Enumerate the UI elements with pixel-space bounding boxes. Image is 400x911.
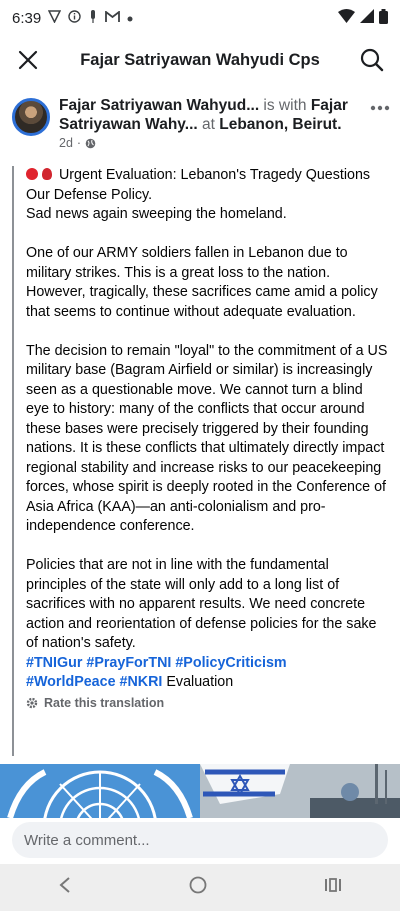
rate-translation[interactable] bbox=[26, 696, 388, 710]
avatar[interactable] bbox=[12, 98, 50, 136]
page-header bbox=[0, 36, 400, 84]
cellular-signal-icon bbox=[360, 9, 374, 27]
author-name-link[interactable]: Fajar Satriyawan Wahyud... bbox=[59, 97, 260, 114]
post-headline: Urgent Evaluation: Lebanon's Tragedy Questions Our Defense Policy. bbox=[26, 167, 371, 203]
meta-separator: · bbox=[76, 136, 82, 150]
more-options-icon bbox=[370, 105, 390, 111]
rate-translation-label: Rate this translation bbox=[44, 695, 165, 710]
comment-input[interactable] bbox=[12, 822, 388, 858]
post-images bbox=[0, 764, 400, 818]
wifi-icon bbox=[338, 9, 355, 27]
status-bar bbox=[0, 0, 400, 36]
post-paragraph-4 bbox=[26, 556, 388, 693]
gmail-icon bbox=[105, 11, 120, 26]
more-options-button[interactable] bbox=[370, 94, 390, 117]
post-paragraph-1 bbox=[26, 166, 388, 225]
search-icon bbox=[360, 48, 384, 72]
post-header bbox=[0, 88, 400, 154]
red-emoji bbox=[42, 168, 52, 180]
back-button[interactable] bbox=[58, 877, 72, 898]
battery-icon bbox=[379, 9, 388, 28]
back-icon bbox=[58, 877, 72, 893]
post-paragraph-2: One of our ARMY soldiers fallen in Lebanon due to military strikes. This is a great loss to the nation. However, tragically, these sacrifices came amid a policy that seems to continue without adequate evaluation. bbox=[26, 245, 378, 320]
search-button[interactable] bbox=[354, 42, 390, 78]
recents-button[interactable] bbox=[324, 878, 342, 897]
vpn-icon bbox=[48, 10, 61, 26]
close-icon bbox=[18, 50, 38, 70]
globe-icon bbox=[85, 138, 96, 149]
post-paragraph-3: The decision to remain "loyal" to the commitment of a US military base (Bagram Airfield or similar) is increasingly seen as a questionable move. We cannot turn a blind eye to history: many of the conflicts that occur around these bases were precisely triggered by their founding nations. It is these conflicts that ultimately directly impact regional stability and increase risks to our peacekeeping forces, whose spirit is deeply rooted in the Conference of Asia Africa (KAA)—an anti-colonialism and pro-independence conference. bbox=[26, 342, 388, 534]
post-subline: Sad news again sweeping the homeland. bbox=[26, 206, 287, 222]
hashtags-line-1[interactable]: #TNIGur #PrayForTNI #PolicyCriticism bbox=[26, 654, 287, 671]
author-block bbox=[59, 88, 359, 154]
microphone-icon bbox=[88, 10, 98, 27]
hashtags-line-2[interactable]: #WorldPeace #NKRI bbox=[26, 674, 163, 690]
at-text: at bbox=[197, 116, 220, 133]
notification-dot-icon bbox=[127, 11, 133, 25]
post-time[interactable]: 2d bbox=[59, 136, 73, 150]
page-title: Fajar Satriyawan Wahyudi Cps bbox=[80, 50, 320, 69]
status-time: 6:39 bbox=[12, 9, 42, 27]
recents-icon bbox=[324, 878, 342, 892]
gear-icon bbox=[26, 697, 38, 709]
system-nav-bar bbox=[0, 864, 400, 911]
info-icon bbox=[68, 10, 81, 26]
location-link[interactable]: Lebanon, Beirut. bbox=[219, 116, 342, 133]
post-body bbox=[12, 166, 388, 756]
tagged-name-link[interactable]: Fajar Satriyawan Wahy... bbox=[59, 97, 348, 133]
red-circle-emoji bbox=[26, 168, 38, 180]
author-line bbox=[59, 96, 359, 134]
flag-scene-image[interactable] bbox=[200, 764, 400, 818]
home-button[interactable] bbox=[189, 876, 207, 899]
post-meta bbox=[59, 136, 359, 150]
comment-placeholder: Write a comment... bbox=[24, 831, 150, 849]
trailing-word: Evaluation bbox=[162, 674, 234, 690]
post-paragraph-4-text: Policies that are not in line with the fundamental principles of the state will only add to a long list of sacrifices with no apparent results. We need concrete action and reorientation of defense policies for the sake of nation's safety. bbox=[26, 557, 377, 651]
home-icon bbox=[189, 876, 207, 894]
is-with-text: is with bbox=[259, 97, 311, 114]
close-button[interactable] bbox=[10, 42, 46, 78]
comment-bar bbox=[0, 818, 400, 862]
un-emblem-image[interactable] bbox=[0, 764, 200, 818]
